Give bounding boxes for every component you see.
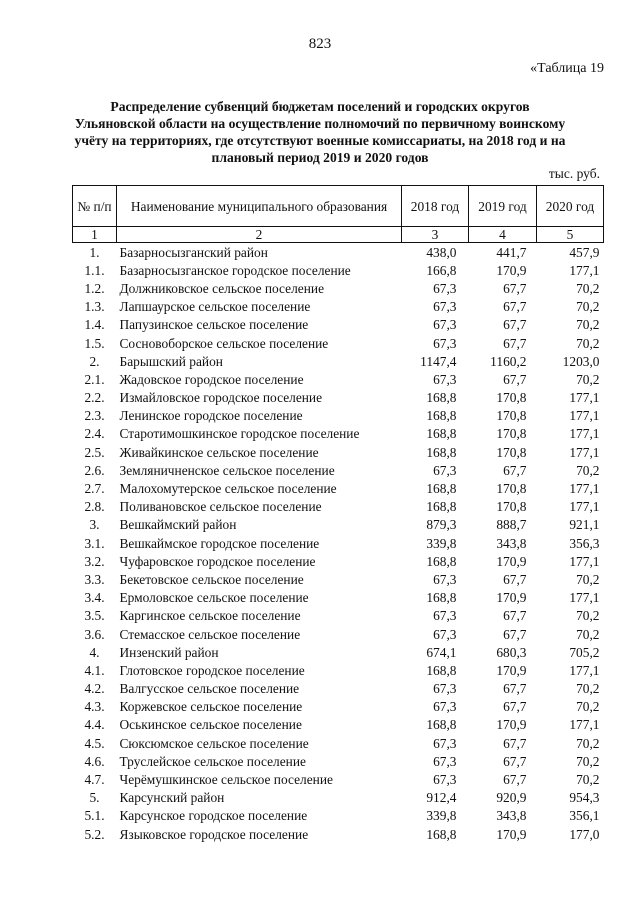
table-row bbox=[73, 752, 604, 770]
value-2020: 705,2 bbox=[569, 644, 600, 660]
municipality-name: Измайловское городское поселение bbox=[119, 390, 323, 406]
table-row bbox=[73, 370, 604, 388]
value-2019: 170,9 bbox=[496, 590, 527, 606]
value-2020: 70,2 bbox=[576, 299, 600, 315]
value-2019: 343,8 bbox=[496, 808, 527, 824]
table-row bbox=[73, 516, 604, 534]
table-row bbox=[73, 534, 604, 552]
value-2020: 177,1 bbox=[569, 444, 600, 460]
row-number: 2.1. bbox=[84, 371, 105, 387]
value-2019: 67,7 bbox=[503, 681, 527, 697]
municipality-name: Папузинское сельское поселение bbox=[119, 317, 309, 333]
header-2019: 2019 год bbox=[469, 186, 537, 227]
value-2018: 1147,4 bbox=[420, 353, 457, 369]
municipality-name: Чуфаровское городское поселение bbox=[119, 553, 316, 569]
value-2019: 170,9 bbox=[496, 826, 527, 842]
row-number: 3. bbox=[89, 517, 100, 533]
value-2018: 168,8 bbox=[426, 408, 457, 424]
row-number: 4.2. bbox=[84, 681, 105, 697]
municipality-name: Базарносызганский район bbox=[119, 244, 268, 260]
municipality-name: Каргинское сельское поселение bbox=[119, 608, 301, 624]
row-number: 1.3. bbox=[84, 299, 105, 315]
table-row bbox=[73, 716, 604, 734]
value-2020: 70,2 bbox=[576, 317, 600, 333]
table-row bbox=[73, 607, 604, 625]
row-number: 2.2. bbox=[84, 390, 105, 406]
municipality-name: Живайкинское сельское поселение bbox=[119, 444, 319, 460]
value-2018: 67,3 bbox=[433, 626, 457, 642]
value-2019: 67,7 bbox=[503, 335, 527, 351]
value-2019: 170,9 bbox=[496, 717, 527, 733]
header-number: № п/п bbox=[73, 186, 117, 227]
table-body bbox=[73, 243, 604, 844]
row-number: 3.3. bbox=[84, 571, 105, 587]
value-2019: 170,8 bbox=[496, 408, 527, 424]
table-row bbox=[73, 807, 604, 825]
value-2020: 177,1 bbox=[569, 590, 600, 606]
value-2018: 168,8 bbox=[426, 390, 457, 406]
row-number: 1.2. bbox=[84, 280, 105, 296]
value-2020: 177,1 bbox=[569, 499, 600, 515]
column-number: 2 bbox=[117, 227, 402, 243]
row-number: 2.4. bbox=[84, 426, 105, 442]
municipality-name: Поливановское сельское поселение bbox=[119, 499, 322, 515]
table-caption: «Таблица 19 bbox=[530, 61, 604, 76]
value-2020: 70,2 bbox=[576, 280, 600, 296]
municipality-name: Глотовское городское поселение bbox=[119, 662, 305, 678]
value-2018: 166,8 bbox=[426, 262, 457, 278]
row-number: 5. bbox=[89, 790, 100, 806]
value-2018: 168,8 bbox=[426, 590, 457, 606]
row-number: 2.3. bbox=[84, 408, 105, 424]
municipality-name: Старотимошкинское городское поселение bbox=[119, 426, 360, 442]
municipality-name: Карсунский район bbox=[119, 790, 225, 806]
row-number: 3.4. bbox=[84, 590, 105, 606]
value-2019: 170,8 bbox=[496, 390, 527, 406]
page-number: 823 bbox=[308, 36, 332, 52]
table-row bbox=[73, 825, 604, 843]
value-2019: 67,7 bbox=[503, 299, 527, 315]
municipality-name: Вешкаймский район bbox=[119, 517, 237, 533]
table-row bbox=[73, 698, 604, 716]
value-2018: 67,3 bbox=[433, 571, 457, 587]
value-2018: 879,3 bbox=[426, 517, 457, 533]
value-2018: 168,8 bbox=[426, 444, 457, 460]
value-2018: 168,8 bbox=[426, 662, 457, 678]
value-2020: 177,1 bbox=[569, 262, 600, 278]
municipality-name: Жадовское городское поселение bbox=[119, 371, 304, 387]
value-2019: 67,7 bbox=[503, 699, 527, 715]
value-2019: 1160,2 bbox=[490, 353, 527, 369]
row-number: 5.1. bbox=[84, 808, 105, 824]
value-2020: 70,2 bbox=[576, 608, 600, 624]
value-2019: 343,8 bbox=[496, 535, 527, 551]
value-2020: 70,2 bbox=[576, 462, 600, 478]
table-row bbox=[73, 316, 604, 334]
value-2019: 67,7 bbox=[503, 753, 527, 769]
value-2019: 680,3 bbox=[496, 644, 527, 660]
row-number: 5.2. bbox=[84, 826, 105, 842]
municipality-name: Малохомутерское сельское поселение bbox=[119, 481, 337, 497]
municipality-name: Ермоловское сельское поселение bbox=[119, 590, 309, 606]
table-row bbox=[73, 680, 604, 698]
value-2020: 70,2 bbox=[576, 681, 600, 697]
municipality-name: Барышский район bbox=[119, 353, 223, 369]
value-2019: 888,7 bbox=[496, 517, 527, 533]
value-2018: 67,3 bbox=[433, 772, 457, 788]
municipality-name: Лапшаурское сельское поселение bbox=[119, 299, 311, 315]
value-2019: 441,7 bbox=[496, 244, 527, 260]
value-2019: 67,7 bbox=[503, 317, 527, 333]
row-number: 3.6. bbox=[84, 626, 105, 642]
value-2020: 356,1 bbox=[569, 808, 600, 824]
value-2019: 67,7 bbox=[503, 772, 527, 788]
value-2020: 1203,0 bbox=[562, 353, 600, 369]
table-row bbox=[73, 570, 604, 588]
value-2020: 70,2 bbox=[576, 626, 600, 642]
municipality-name: Ленинское городское поселение bbox=[119, 408, 303, 424]
municipality-name: Сюксюмское сельское поселение bbox=[119, 735, 309, 751]
table-row bbox=[73, 279, 604, 297]
value-2018: 67,3 bbox=[433, 317, 457, 333]
header-2018: 2018 год bbox=[402, 186, 469, 227]
value-2020: 70,2 bbox=[576, 371, 600, 387]
subvention-table bbox=[72, 185, 604, 843]
value-2020: 70,2 bbox=[576, 753, 600, 769]
value-2018: 67,3 bbox=[433, 299, 457, 315]
table-row bbox=[73, 243, 604, 262]
row-number: 1.5. bbox=[84, 335, 105, 351]
table-header-row bbox=[73, 186, 604, 227]
table-row bbox=[73, 261, 604, 279]
row-number: 2.8. bbox=[84, 499, 105, 515]
value-2018: 168,8 bbox=[426, 481, 457, 497]
municipality-name: Черёмушкинское сельское поселение bbox=[119, 772, 333, 788]
row-number: 3.2. bbox=[84, 553, 105, 569]
document-title: Распределение субвенций бюджетам поселений и городских округов Ульяновской области на осуществление полномочий по первичному воинскому учёту на территориях, где отсутствуют военные комиссариаты, на 2018 год и на плановый период 2019 и 2020 годов bbox=[74, 99, 566, 165]
value-2018: 67,3 bbox=[433, 280, 457, 296]
table-row bbox=[73, 734, 604, 752]
value-2018: 168,8 bbox=[426, 826, 457, 842]
value-2018: 67,3 bbox=[433, 608, 457, 624]
value-2019: 67,7 bbox=[503, 371, 527, 387]
value-2019: 170,8 bbox=[496, 481, 527, 497]
row-number: 2.5. bbox=[84, 444, 105, 460]
value-2019: 170,9 bbox=[496, 262, 527, 278]
table-row bbox=[73, 589, 604, 607]
value-2020: 70,2 bbox=[576, 571, 600, 587]
value-2018: 67,3 bbox=[433, 681, 457, 697]
value-2020: 177,1 bbox=[569, 481, 600, 497]
value-2019: 170,9 bbox=[496, 553, 527, 569]
header-2020: 2020 год bbox=[537, 186, 604, 227]
municipality-name: Сосновоборское сельское поселение bbox=[119, 335, 329, 351]
table-row bbox=[73, 625, 604, 643]
table-row bbox=[73, 407, 604, 425]
table-row bbox=[73, 352, 604, 370]
value-2020: 177,1 bbox=[569, 553, 600, 569]
value-2020: 70,2 bbox=[576, 772, 600, 788]
value-2020: 70,2 bbox=[576, 335, 600, 351]
municipality-name: Бекетовское сельское поселение bbox=[119, 571, 304, 587]
value-2019: 67,7 bbox=[503, 608, 527, 624]
table-row bbox=[73, 643, 604, 661]
row-number: 1.1. bbox=[84, 262, 105, 278]
value-2018: 168,8 bbox=[426, 499, 457, 515]
value-2018: 67,3 bbox=[433, 699, 457, 715]
value-2018: 67,3 bbox=[433, 462, 457, 478]
row-number: 2.6. bbox=[84, 462, 105, 478]
municipality-name: Земляничненское сельское поселение bbox=[119, 462, 335, 478]
value-2019: 67,7 bbox=[503, 626, 527, 642]
municipality-name: Базарносызганское городское поселение bbox=[119, 262, 351, 278]
value-2018: 168,8 bbox=[426, 426, 457, 442]
row-number: 4. bbox=[89, 644, 100, 660]
municipality-name: Труслейское сельское поселение bbox=[119, 753, 306, 769]
units-label: тыс. руб. bbox=[548, 166, 600, 181]
column-number: 1 bbox=[73, 227, 117, 243]
row-number: 4.5. bbox=[84, 735, 105, 751]
column-number: 3 bbox=[402, 227, 469, 243]
value-2019: 67,7 bbox=[503, 280, 527, 296]
value-2020: 70,2 bbox=[576, 699, 600, 715]
column-number: 5 bbox=[537, 227, 604, 243]
table-row bbox=[73, 552, 604, 570]
table-row bbox=[73, 443, 604, 461]
table-row bbox=[73, 461, 604, 479]
table-row bbox=[73, 789, 604, 807]
table-row bbox=[73, 661, 604, 679]
municipality-name: Оськинское сельское поселение bbox=[119, 717, 302, 733]
row-number: 1.4. bbox=[84, 317, 105, 333]
value-2020: 177,1 bbox=[569, 426, 600, 442]
municipality-name: Должниковское сельское поселение bbox=[119, 280, 325, 296]
row-number: 4.1. bbox=[84, 662, 105, 678]
value-2018: 674,1 bbox=[426, 644, 457, 660]
value-2020: 177,0 bbox=[569, 826, 600, 842]
value-2018: 67,3 bbox=[433, 371, 457, 387]
row-number: 4.3. bbox=[84, 699, 105, 715]
municipality-name: Вешкаймское городское поселение bbox=[119, 535, 320, 551]
value-2018: 67,3 bbox=[433, 335, 457, 351]
value-2019: 67,7 bbox=[503, 571, 527, 587]
value-2018: 438,0 bbox=[426, 244, 457, 260]
value-2020: 177,1 bbox=[569, 390, 600, 406]
value-2018: 912,4 bbox=[426, 790, 457, 806]
row-number: 1. bbox=[89, 244, 100, 260]
value-2018: 168,8 bbox=[426, 717, 457, 733]
municipality-name: Валгусское сельское поселение bbox=[119, 681, 300, 697]
value-2018: 67,3 bbox=[433, 753, 457, 769]
municipality-name: Языковское городское поселение bbox=[119, 826, 309, 842]
column-number: 4 bbox=[469, 227, 537, 243]
row-number: 3.1. bbox=[84, 535, 105, 551]
table-row bbox=[73, 334, 604, 352]
value-2020: 70,2 bbox=[576, 735, 600, 751]
row-number: 2. bbox=[89, 353, 100, 369]
value-2020: 457,9 bbox=[569, 244, 600, 260]
row-number: 4.7. bbox=[84, 772, 105, 788]
value-2020: 177,1 bbox=[569, 408, 600, 424]
value-2018: 339,8 bbox=[426, 808, 457, 824]
value-2019: 170,8 bbox=[496, 499, 527, 515]
row-number: 4.6. bbox=[84, 753, 105, 769]
row-number: 3.5. bbox=[84, 608, 105, 624]
value-2019: 67,7 bbox=[503, 462, 527, 478]
value-2018: 67,3 bbox=[433, 735, 457, 751]
table-row bbox=[73, 498, 604, 516]
value-2019: 920,9 bbox=[496, 790, 527, 806]
table-row bbox=[73, 389, 604, 407]
table-row bbox=[73, 425, 604, 443]
value-2020: 954,3 bbox=[569, 790, 600, 806]
value-2019: 67,7 bbox=[503, 735, 527, 751]
header-name: Наименование муниципального образования bbox=[117, 186, 402, 227]
value-2020: 177,1 bbox=[569, 662, 600, 678]
table-row bbox=[73, 298, 604, 316]
row-number: 4.4. bbox=[84, 717, 105, 733]
municipality-name: Коржевское сельское поселение bbox=[119, 699, 303, 715]
value-2019: 170,9 bbox=[496, 662, 527, 678]
municipality-name: Инзенский район bbox=[119, 644, 219, 660]
value-2020: 177,1 bbox=[569, 717, 600, 733]
municipality-name: Стемасское сельское поселение bbox=[119, 626, 301, 642]
table-row bbox=[73, 770, 604, 788]
value-2019: 170,8 bbox=[496, 426, 527, 442]
value-2018: 168,8 bbox=[426, 553, 457, 569]
value-2018: 339,8 bbox=[426, 535, 457, 551]
municipality-name: Карсунское городское поселение bbox=[119, 808, 308, 824]
value-2020: 356,3 bbox=[569, 535, 600, 551]
row-number: 2.7. bbox=[84, 481, 105, 497]
column-number-row bbox=[73, 227, 604, 243]
value-2020: 921,1 bbox=[569, 517, 600, 533]
table-row bbox=[73, 479, 604, 497]
value-2019: 170,8 bbox=[496, 444, 527, 460]
